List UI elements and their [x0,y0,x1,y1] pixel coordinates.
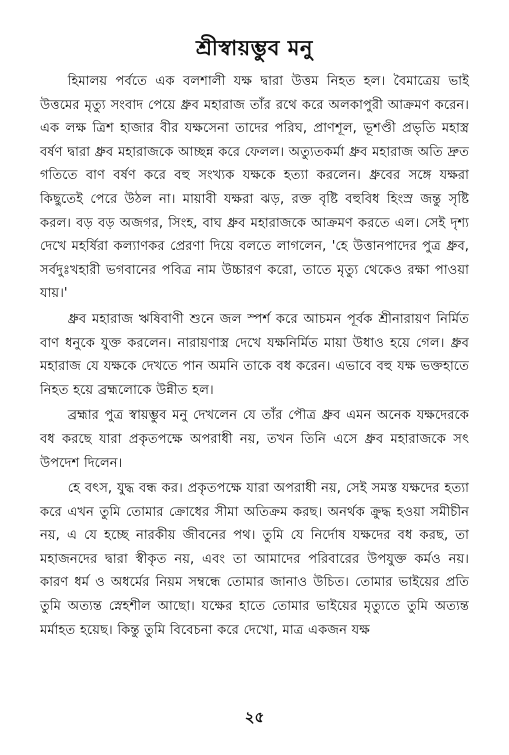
paragraph-3: ব্রহ্মার পুত্র স্বায়ম্ভুব মনু দেখলেন যে তাঁর পৌত্র ধ্রুব এমন অনেক যক্ষদেরকে বধ করছে যারা প্রকৃতপক্ষে অপরাধী নয়, তখন তিনি এসে ধ্রুব মহারাজকে সৎ উপদেশ দিলেন। [40,408,469,471]
paragraph-4: হে বৎস, যুদ্ধ বন্ধ কর। প্রকৃতপক্ষে যারা অপরাধী নয়, সেই সমস্ত যক্ষদের হত্যা করে এখন তুমি তোমার ক্রোধের সীমা অতিক্রম করছ। অনর্থক ক্রুদ্ধ হওয়া সমীচীন নয়, এ যে হচ্ছে নারকীয় জীবনের পথ। তুমি যে নির্দোষ যক্ষদের বধ করছ, তা মহাজনদের দ্বারা স্বীকৃত নয়, এবং তা আমাদের পরিবারের উপযুক্ত কর্মও নয়। কারণ ধর্ম ও অধর্মের নিয়ম সম্বন্ধে তোমার জানাও উচিত। তোমার ভাইয়ের প্রতি তুমি অত্যন্ত স্নেহশীল আছো। যক্ষের হাতে তোমার ভাইয়ের মৃত্যুতে তুমি অত্যন্ত মর্মাহত হয়েছ। কিন্তু তুমি বিবেচনা করে দেখো, মাত্র একজন যক্ষ [40,481,469,638]
paragraph-1: হিমালয় পর্বতে এক বলশালী যক্ষ দ্বারা উত্তম নিহত হল। বৈমাত্রেয় ভাই উত্তমের মৃত্যু সংবাদ পেয়ে ধ্রুব মহারাজ তাঁর রথে করে অলকাপুরী আক্রমণ করেন। এক লক্ষ ত্রিশ হাজার বীর যক্ষসেনা তাদের পরিঘ, প্রাণশূল, ভূশণ্ডী প্রভৃতি মহাস্ত্র বর্ষণ দ্বারা ধ্রুব মহারাজকে আচ্ছন্ন করে ফেলল। অত্যুতকর্মা ধ্রুব মহারাজ অতি দ্রুত গতিতে বাণ বর্ষণ করে বহু সংখ্যক যক্ষকে হত্যা করলেন। ধ্রুবের সঙ্গে যক্ষরা কিছুতেই পেরে উঠল না। মায়াবী যক্ষরা ঝড়, রক্ত বৃষ্টি বহুবিধ হিংস্র জন্তু সৃষ্টি করল। বড় বড় অজগর, সিংহ, বাঘ ধ্রুব মহারাজকে আক্রমণ করতে এল। সেই দৃশ্য দেখে মহর্ষিরা কল্যাণকর প্রেরণা দিয়ে বলতে লাগলেন, 'হে উত্তানপাদের পুত্র ধ্রুব, সর্বদুঃখহারী ভগবানের পবিত্র নাম উচ্চারণ করো, তাতে মৃত্যু থেকেও রক্ষা পাওয়া যায়।' [40,74,469,302]
paragraph-2: ধ্রুব মহারাজ ঋষিবাণী শুনে জল স্পর্শ করে আচমন পূর্বক শ্রীনারায়ণ নির্মিত বাণ ধনুকে যুক্ত করলেন। নারায়ণাস্ত্র দেখে যক্ষনির্মিত মায়া উধাও হয়ে গেল। ধ্রুব মহারাজ যে যক্ষকে দেখতে পান অমনি তাকে বধ করেন। এভাবে বহু যক্ষ ভক্তহাতে নিহত হয়ে ব্রহ্মলোকে উন্নীত হল। [40,311,469,398]
chapter-title: শ্রীস্বায়ম্ভুব মনু [196,36,313,60]
page-number: ২৫ [244,708,265,726]
